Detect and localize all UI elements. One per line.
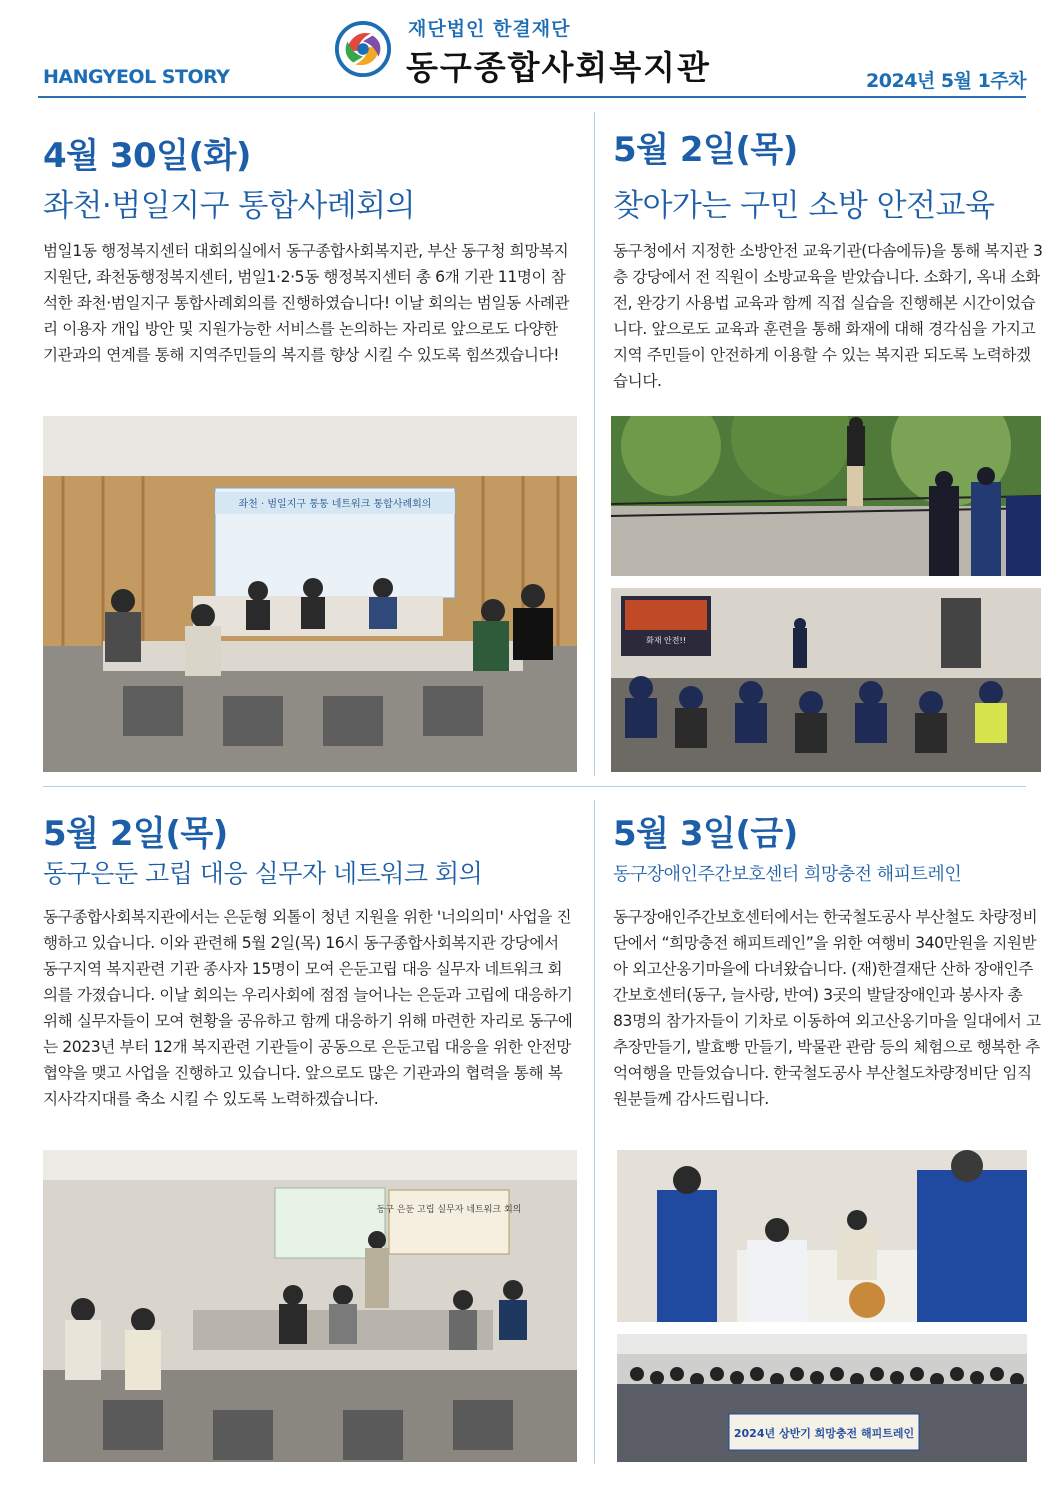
photo-banner-text: 좌천 · 범일지구 통통 네트워크 통합사례회의 [238, 499, 432, 510]
auditorium-lecture-photo [611, 588, 1041, 772]
article-title: 찾아가는 구민 소방 안전교육 [613, 188, 995, 224]
photo-screen-text: 화재 안전!! [646, 636, 686, 645]
row-divider [43, 786, 1026, 787]
article-body: 동구청에서 지정한 소방안전 교육기관(다솜에듀)을 통해 복지관 3층 강당에서 전 직원이 소방교육을 받았습니다. 소화기, 옥내 소화전, 완강기 사용법 교육과 함께 직접 실습을 진행해본 시간이었습니다. 앞으로도 교육과 훈련을 통해 화재에 대해 경각심을 가지고 지역 주민들이 안전하게 이용할 수 있는 복지관 되도록 노력하겠습니다. [613, 242, 1043, 390]
article-date: 5월 2일(목) [613, 130, 798, 170]
photo-banner-text: 동구 은둔 고립 실무자 네트워크 회의 [376, 1205, 522, 1215]
column-divider-top [594, 112, 595, 776]
foundation-name: 재단법인 한결재단 [408, 18, 571, 40]
article-date: 4월 30일(화) [43, 136, 251, 176]
rooftop-drill-photo [611, 416, 1041, 576]
meeting-room-photo [43, 416, 577, 772]
article-title: 동구은둔 고립 대응 실무자 네트워크 회의 [43, 859, 483, 888]
article-date: 5월 2일(목) [43, 814, 228, 854]
cooking-activity-photo [617, 1150, 1027, 1322]
column-divider-bottom [594, 800, 595, 1464]
network-meeting-photo [43, 1150, 577, 1462]
photo-banner-text: 2024년 상반기 희망충전 해피트레인 [733, 1427, 915, 1440]
center-name: 동구종합사회복지관 [406, 48, 711, 87]
article-body: 범일1동 행정복지센터 대회의실에서 동구종합사회복지관, 부산 동구청 희망복지지원단, 좌천동행정복지센터, 범일1·2·5동 행정복지센터 총 6개 기관 11명이 참석한 좌천·범일지구 통합사례회의를 진행하였습니다! 이날 회의는 범일동 사례관리 이용자 개입 방안 및 지원가능한 서비스를 논의하는 자리로 앞으로도 다양한 기관과의 연계를 통해 지역주민들의 복지를 향상 시킬 수 있도록 힘쓰겠습니다! [43, 242, 570, 364]
foundation-logo-icon [334, 20, 392, 78]
group-photo-train-station [617, 1334, 1027, 1462]
series-label: HANGYEOL STORY [43, 66, 230, 88]
article-body: 동구종합사회복지관에서는 은둔형 외톨이 청년 지원을 위한 '너의의미' 사업을 진행하고 있습니다. 이와 관련해 5월 2일(목) 16시 동구종합사회복지관 강당에서 동구지역 복지관련 기관 종사자 15명이 모여 은둔고립 대응 실무자 네트워크 회의를 가졌습니다. 이날 회의는 우리사회에 점점 늘어나는 은둔과 고립에 대응하기 위해 실무자들이 모여 현황을 공유하고 함께 대응하기 위해 마련한 자리로 동구에는 2023년 부터 12개 복지관련 기관들이 공동으로 은둔고립 대응을 위한 안전망 협약을 맺고 사업을 진행하고 있습니다. 앞으로도 많은 기관과의 협력을 통해 복지사각지대를 축소 시킬 수 있도록 노력하겠습니다. [43, 908, 573, 1108]
article-title: 동구장애인주간보호센터 희망충전 해피트레인 [613, 864, 962, 885]
week-label: 2024년 5월 1주차 [866, 70, 1026, 92]
article-date: 5월 3일(금) [613, 814, 798, 854]
article-body: 동구장애인주간보호센터에서는 한국철도공사 부산철도 차량정비단에서 “희망충전 해피트레인”을 위한 여행비 340만원을 지원받아 외고산옹기마을에 다녀왔습니다. (재)한결재단 산하 장애인주간보호센터(동구, 늘사랑, 반여) 3곳의 발달장애인과 봉사자 총 83명의 참가자들이 기차로 이동하여 외고산옹기마을 일대에서 고추장만들기, 발효빵 만들기, 박물관 관람 등의 체험으로 행복한 추억여행을 만들었습니다. 한국철도공사 부산철도차량정비단 임직원분들께 감사드립니다. [613, 908, 1041, 1108]
header-divider [38, 96, 1026, 98]
article-title: 좌천·범일지구 통합사례회의 [43, 188, 416, 224]
